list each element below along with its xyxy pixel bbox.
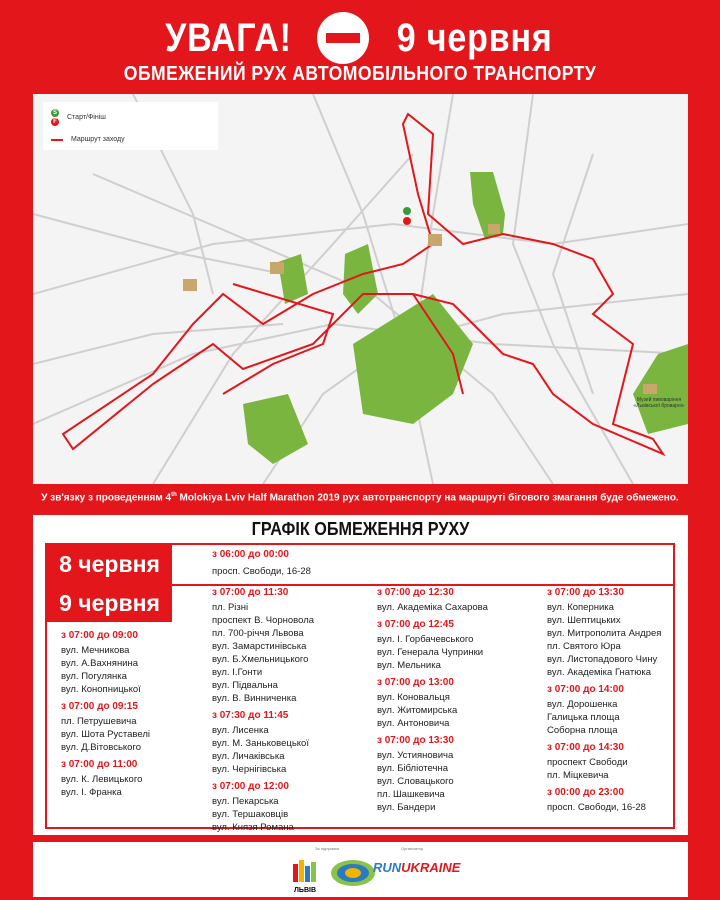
street-name: вул. Словацького: [377, 776, 454, 787]
legend-route-label: Маршрут заходу: [71, 136, 125, 143]
day9-column-1: [61, 629, 150, 803]
day8-badge: 8 червня: [47, 545, 172, 584]
street-name: вул. М. Заньковецької: [212, 738, 309, 749]
street-name: вул. Личаківська: [212, 751, 285, 762]
time-group: [377, 618, 488, 672]
schedule-title: ГРАФІК ОБМЕЖЕННЯ РУХУ: [251, 519, 470, 539]
run-ukraine-text: UKRAINE: [401, 860, 461, 875]
day9-box: [45, 584, 675, 833]
street-name: вул. Коновальця: [377, 692, 450, 703]
street-name: вул. Дорошенка: [547, 699, 618, 710]
street-name: вул. І. Франка: [61, 787, 122, 798]
street-name: вул. В. Винниченка: [212, 693, 297, 704]
street-name: Галицька площа: [547, 712, 620, 723]
map-legend: [43, 102, 218, 150]
street-name: вул. Підвальна: [212, 680, 278, 691]
partner-logo: [329, 858, 377, 888]
time-group: [547, 741, 661, 782]
street-name: вул. Житомирська: [377, 705, 458, 716]
museum-label: Музей пивоваріння «Львівської броварні»: [633, 397, 685, 409]
start-letter: S: [52, 110, 57, 116]
organizer-caption: Організатор: [401, 846, 424, 851]
date-title: 9 червня: [396, 15, 553, 60]
street-name: вул. Мельника: [377, 660, 441, 671]
street-name: вул. А.Вахнянина: [61, 658, 139, 669]
street-name: вул. Лисенка: [212, 725, 269, 736]
street-name: вул. Академіка Сахарова: [377, 602, 488, 613]
header: [0, 0, 720, 95]
time-group: [61, 758, 150, 799]
time-group: [212, 780, 314, 834]
footer: [33, 842, 688, 897]
time-range: з 07:00 до 12:00: [212, 781, 289, 792]
notice-pre: У зв'язку з проведенням 4: [41, 492, 172, 504]
street-name: вул. Митрополита Андрея: [547, 628, 662, 639]
street-name: пл. 700-річчя Львова: [212, 628, 304, 639]
attention-title: УВАГА!: [164, 15, 292, 60]
street-name: вул. Чернігівська: [212, 764, 287, 775]
street-name: вул. Устияновича: [377, 750, 454, 761]
schedule-panel: [33, 515, 688, 835]
street-name: вул. Тершаковців: [212, 809, 289, 820]
street-name: пл. Шашкевича: [377, 789, 445, 800]
street-name: пл. Різні: [212, 602, 249, 613]
street-name: вул. Погулянка: [61, 671, 127, 682]
street-name: вул. Замарстинівська: [212, 641, 307, 652]
time-group: [61, 629, 150, 696]
street-name: вул. Листопадового Чину: [547, 654, 658, 665]
street-name: вул. Бандери: [377, 802, 436, 813]
time-group: [547, 683, 661, 737]
street-name: проспект В. Чорновола: [212, 615, 315, 626]
street-name: Соборна площа: [547, 725, 618, 736]
time-range: з 00:00 до 23:00: [547, 787, 624, 798]
time-group: [547, 586, 661, 679]
day9-column-2: [212, 586, 314, 838]
legend-start-finish-label: Старт/Фініш: [67, 114, 106, 121]
street-name: вул. Бібліотечна: [377, 763, 448, 774]
street-name: пл. Святого Юра: [547, 641, 621, 652]
street-name: вул. І. Горбачевського: [377, 634, 474, 645]
street-name: вул. Князя Романа: [212, 822, 294, 833]
street-name: просп. Свободи, 16-28: [547, 802, 646, 813]
map-drawing: [33, 94, 688, 484]
day9-column-4: [547, 586, 661, 818]
street-name: вул. Мечникова: [61, 645, 130, 656]
run-ukraine-logo: RUNUKRAINE: [373, 860, 461, 875]
time-group: [212, 586, 314, 705]
route-line-icon: [51, 139, 63, 141]
time-range: з 07:00 до 13:30: [377, 735, 454, 746]
lviv-logo: [291, 856, 319, 894]
time-group: [212, 709, 314, 776]
time-range: з 07:00 до 13:30: [547, 587, 624, 598]
support-caption: За підтримки: [315, 846, 340, 851]
time-range: з 07:00 до 14:30: [547, 742, 624, 753]
street-name: вул. Б.Хмельницького: [212, 654, 309, 665]
notice-sup: th: [171, 492, 177, 498]
street-name: вул. Конопницької: [61, 684, 141, 695]
no-entry-icon: [317, 12, 369, 64]
street-name: пл. Міцкевича: [547, 770, 609, 781]
time-range: з 07:00 до 11:30: [212, 587, 289, 598]
time-range: з 07:00 до 12:30: [377, 587, 454, 598]
notice-post: Molokiya Lviv Half Marathon 2019 рух автотранспорту на маршруті бігового змагання буде обмежено.: [176, 492, 679, 504]
parks: [243, 172, 688, 464]
street-name: вул. Антоновича: [377, 718, 450, 729]
time-range: з 07:00 до 12:45: [377, 619, 454, 630]
street-name: вул. І.Гонти: [212, 667, 263, 678]
time-range: з 07:00 до 14:00: [547, 684, 624, 695]
time-group: [377, 586, 488, 614]
subtitle: ОБМЕЖЕНИЙ РУХ АВТОМОБІЛЬНОГО ТРАНСПОРТУ: [123, 63, 597, 85]
street-name: проспект Свободи: [547, 757, 628, 768]
street-name: пл. Петрушевича: [61, 716, 137, 727]
time-group: [377, 734, 488, 814]
street-name: вул. К. Левицького: [61, 774, 143, 785]
time-group: [377, 676, 488, 730]
street-name: вул. Шептицьких: [547, 615, 621, 626]
time-group: [61, 700, 150, 754]
street-name: вул. Академіка Гнатюка: [547, 667, 651, 678]
day9-column-3: [377, 586, 488, 818]
time-range: з 07:00 до 09:15: [61, 701, 138, 712]
day8-box: [45, 543, 675, 586]
notice-text: [0, 492, 720, 503]
route-map: [33, 94, 688, 484]
street-name: вул. Шота Руставелі: [61, 729, 150, 740]
finish-letter: F: [51, 118, 59, 126]
lviv-logo-text: ЛЬВІВ: [294, 887, 316, 894]
time-range: з 07:00 до 09:00: [61, 630, 138, 641]
street-name: вул. Д.Вітовського: [61, 742, 141, 753]
street-name: вул. Генерала Чупринки: [377, 647, 484, 658]
time-range: з 07:00 до 13:00: [377, 677, 454, 688]
start-finish-icon: [51, 109, 59, 126]
time-group: [547, 786, 661, 814]
day8-time: з 06:00 до 00:00: [212, 549, 289, 560]
day9-badge: 9 червня: [47, 584, 172, 622]
street-name: вул. Пекарська: [212, 796, 279, 807]
street-name: вул. Коперника: [547, 602, 614, 613]
time-range: з 07:00 до 11:00: [61, 759, 138, 770]
time-range: з 07:30 до 11:45: [212, 710, 289, 721]
day8-street: просп. Свободи, 16-28: [212, 566, 311, 577]
